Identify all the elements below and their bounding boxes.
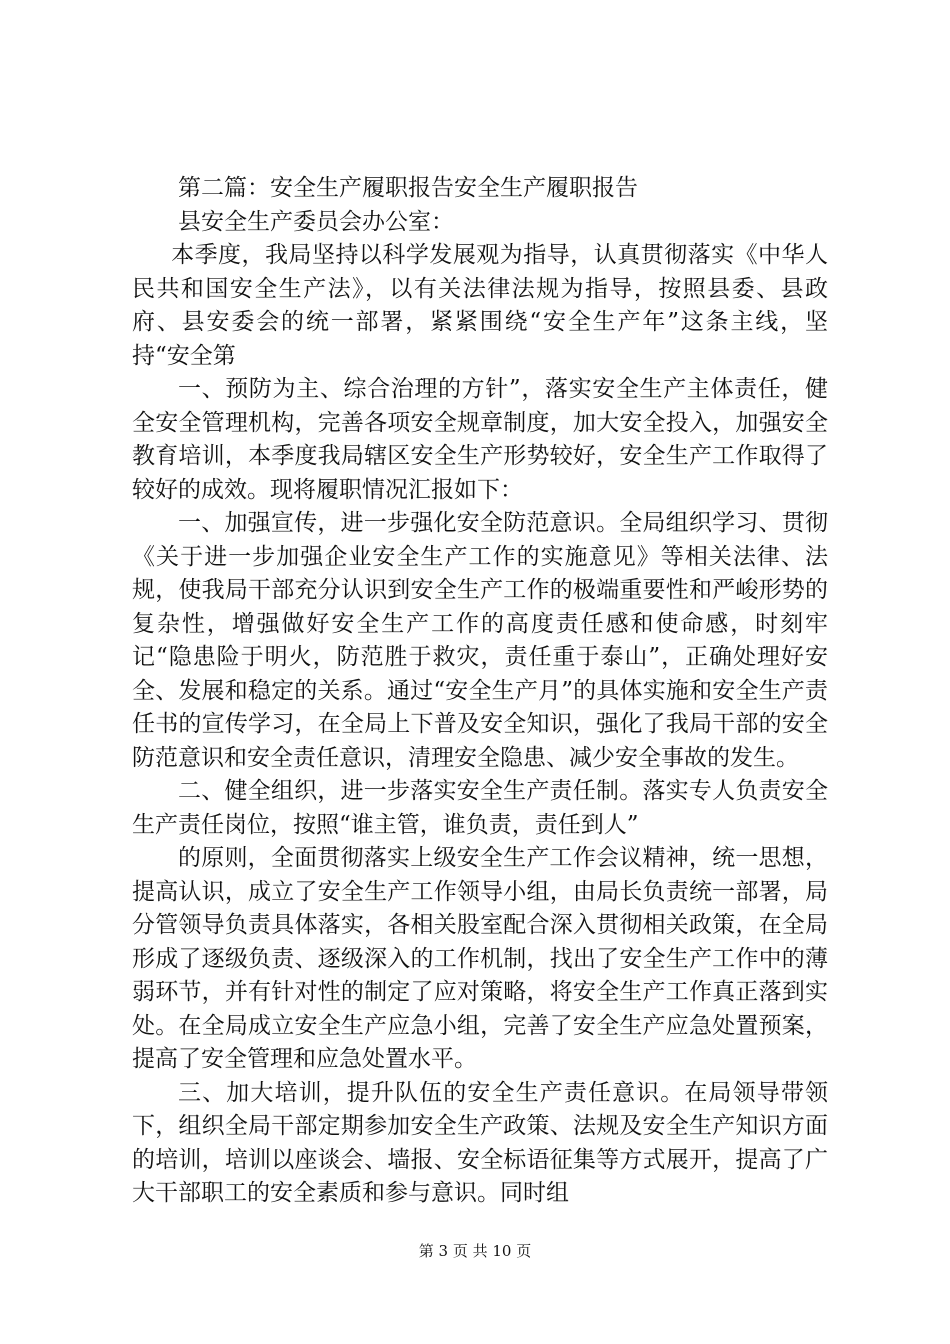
document-body <box>132 172 828 1211</box>
addressee-line: 县安全生产委员会办公室： <box>178 208 454 235</box>
paragraph-section-3: 三、加大培训，提升队伍的安全生产责任意识。在局领导带领下，组织全局干部定期参加安全生产政策、法规及安全生产知识方面的培训，培训以座谈会、墙报、安全标语征集等方式展开，提高了广大干部职工的安全素质和参与意识。同时组 <box>132 1079 828 1206</box>
paragraph-intro: 本季度，我局坚持以科学发展观为指导，认真贯彻落实《中华人民共和国安全生产法》，以有关法律法规为指导，按照县委、县政府、县安委会的统一部署，紧紧围绕“安全生产年”这条主线，坚持“安全第 <box>132 242 828 369</box>
document-heading: 第二篇：安全生产履职报告安全生产履职报告 <box>178 175 638 201</box>
paragraph-section-1: 一、加强宣传，进一步强化安全防范意识。全局组织学习、贯彻《关于进一步加强企业安全生产工作的实施意见》等相关法律、法规，使我局干部充分认识到安全生产工作的极端重要性和严峻形势的复杂性，增强做好安全生产工作的高度责任感和使命感，时刻牢记“隐患险于明火，防范胜于救灾，责任重于泰山”，正确处理好安全、发展和稳定的关系。通过“安全生产月”的具体实施和安全生产责任书的宣传学习，在全局上下普及安全知识，强化了我局干部的安全防范意识和安全责任意识，清理安全隐患、减少安全事故的发生。 <box>132 510 828 771</box>
paragraph-section-2: 二、健全组织，进一步落实安全生产责任制。落实专人负责安全生产责任岗位，按照“谁主管，谁负责，责任到人” <box>132 778 828 838</box>
paragraph-section-2-continued: 的原则，全面贯彻落实上级安全生产工作会议精神，统一思想，提高认识，成立了安全生产工作领导小组，由局长负责统一部署，局分管领导负责具体落实，各相关股室配合深入贯彻相关政策，在全局形成了逐级负责、逐级深入的工作机制，找出了安全生产工作中的薄弱环节，并有针对性的制定了应对策略，将安全生产工作真正落到实处。在全局成立安全生产应急小组，完善了安全生产应急处置预案，提高了安全管理和应急处置水平。 <box>132 845 828 1072</box>
paragraph-policy: 一、预防为主、综合治理的方针”，落实安全生产主体责任，健全安全管理机构，完善各项安全规章制度，加大安全投入，加强安全教育培训，本季度我局辖区安全生产形势较好，安全生产工作取得了较好的成效。现将履职情况汇报如下： <box>132 376 828 503</box>
page-number-footer: 第 3 页 共 10 页 <box>418 1242 532 1260</box>
